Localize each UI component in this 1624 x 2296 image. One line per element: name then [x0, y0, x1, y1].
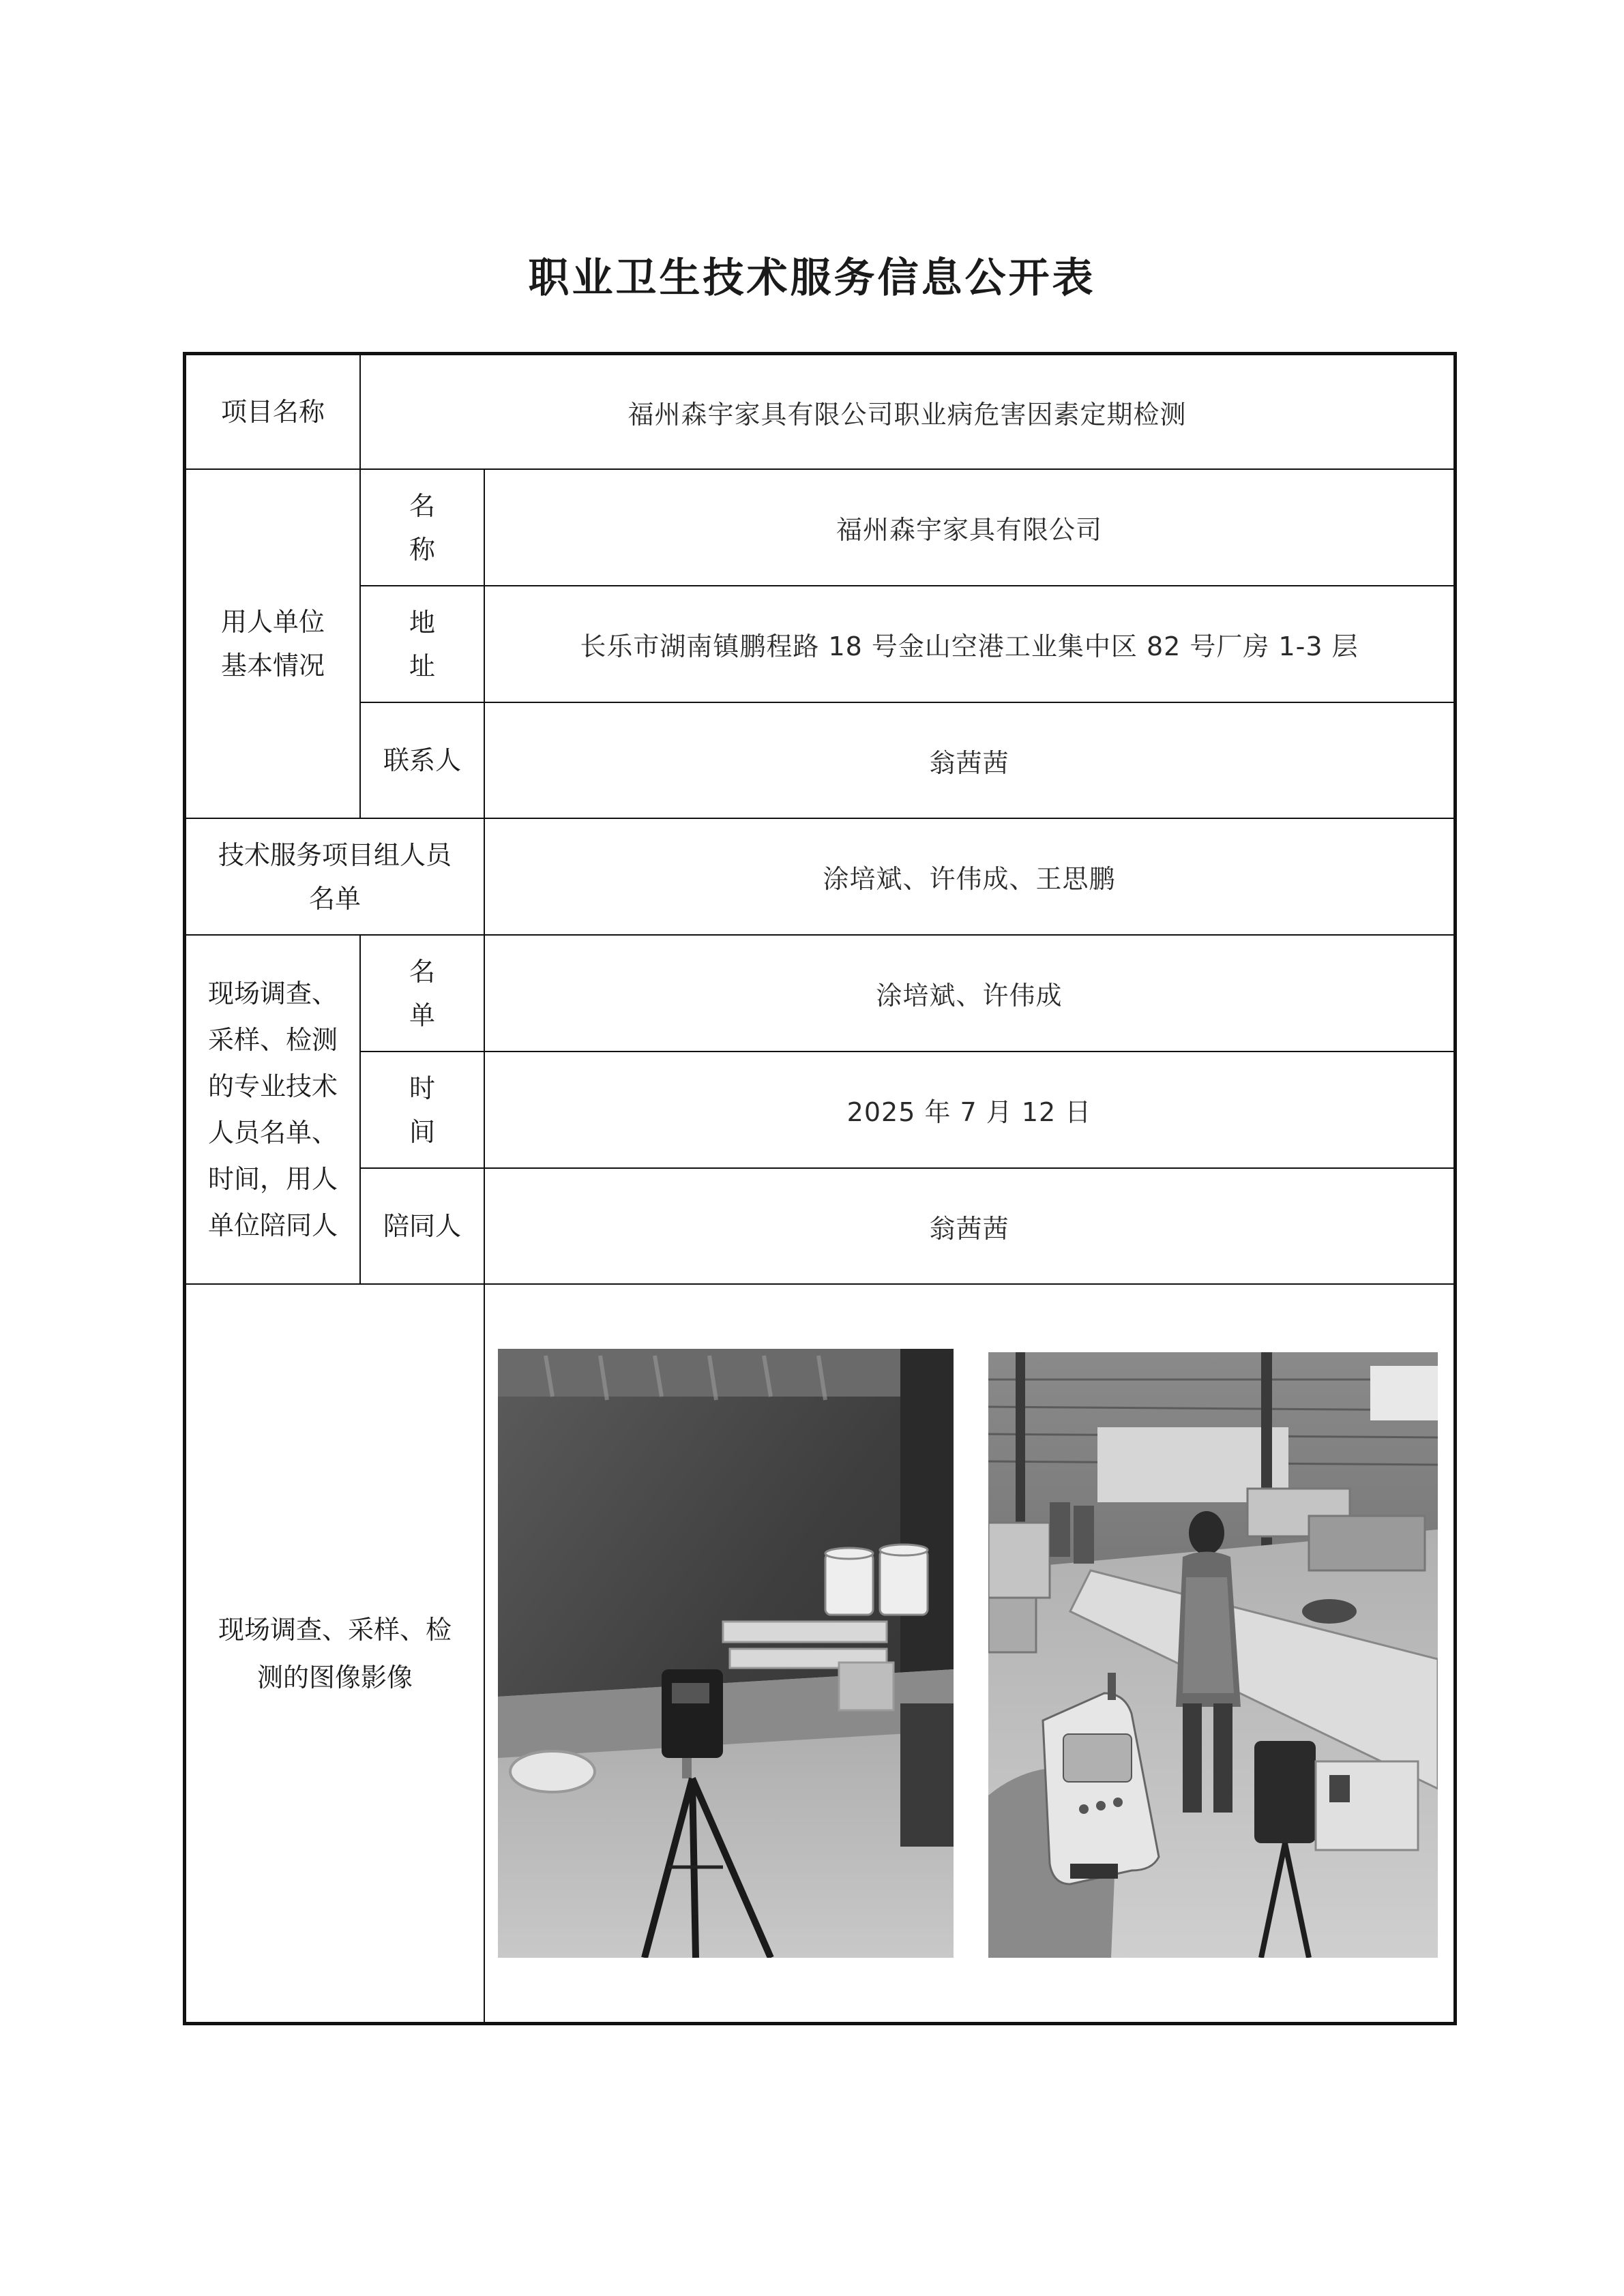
employer-address-value: 长乐市湖南镇鹏程路 18 号金山空港工业集中区 82 号厂房 1-3 层: [580, 631, 1359, 661]
survey-label-line: 的专业技术: [207, 1071, 338, 1101]
project-name-value: 福州森宇家具有限公司职业病危害因素定期检测: [628, 399, 1187, 430]
table-border-bottom: [183, 2022, 1457, 2025]
images-label-line: 现场调查、采样、检: [218, 1614, 452, 1645]
employer-name-label: 名称: [409, 490, 471, 565]
images-label-line: 测的图像影像: [256, 1662, 413, 1693]
employer-info-label-line: 基本情况: [220, 651, 325, 681]
employer-name-value: 福州森宇家具有限公司: [836, 515, 1102, 545]
survey-escort-value: 翁茜茜: [929, 1213, 1009, 1244]
survey-label-line: 现场调查、: [207, 979, 338, 1009]
survey-time-label: 时间: [409, 1073, 471, 1147]
page-title: 职业卫生技术服务信息公开表: [528, 254, 1096, 302]
project-name-label: 项目名称: [220, 397, 325, 427]
survey-label-line: 采样、检测: [207, 1025, 338, 1055]
survey-list-label: 名单: [409, 956, 471, 1030]
employer-contact-label: 联系人: [383, 745, 461, 775]
survey-label: [186, 936, 359, 1283]
survey-label-line: 单位陪同人: [207, 1210, 338, 1240]
team-list-label-line: 技术服务项目组人员: [218, 839, 452, 870]
table-border-right: [1453, 352, 1457, 2025]
employer-info-label-line: 用人单位: [220, 607, 325, 637]
team-list-value: 涂培斌、许伟成、王思鹏: [823, 864, 1116, 894]
survey-label-line: 人员名单、: [207, 1118, 338, 1148]
survey-label-line: 时间，用人: [207, 1164, 338, 1194]
employer-contact-value: 翁茜茜: [929, 747, 1009, 778]
site-photo-workshop: [988, 1352, 1438, 1958]
survey-list-value: 涂培斌、许伟成: [876, 981, 1063, 1011]
team-list-label-line: 名单: [308, 883, 361, 914]
survey-time-value: 2025 年 7 月 12 日: [846, 1097, 1092, 1127]
employer-info-label: [186, 470, 359, 818]
survey-escort-label: 陪同人: [383, 1211, 461, 1241]
site-photo-spray-booth: [498, 1349, 954, 1958]
images-label: [186, 1285, 484, 2022]
team-list-label: [186, 819, 484, 934]
employer-address-label: 地址: [409, 607, 471, 681]
